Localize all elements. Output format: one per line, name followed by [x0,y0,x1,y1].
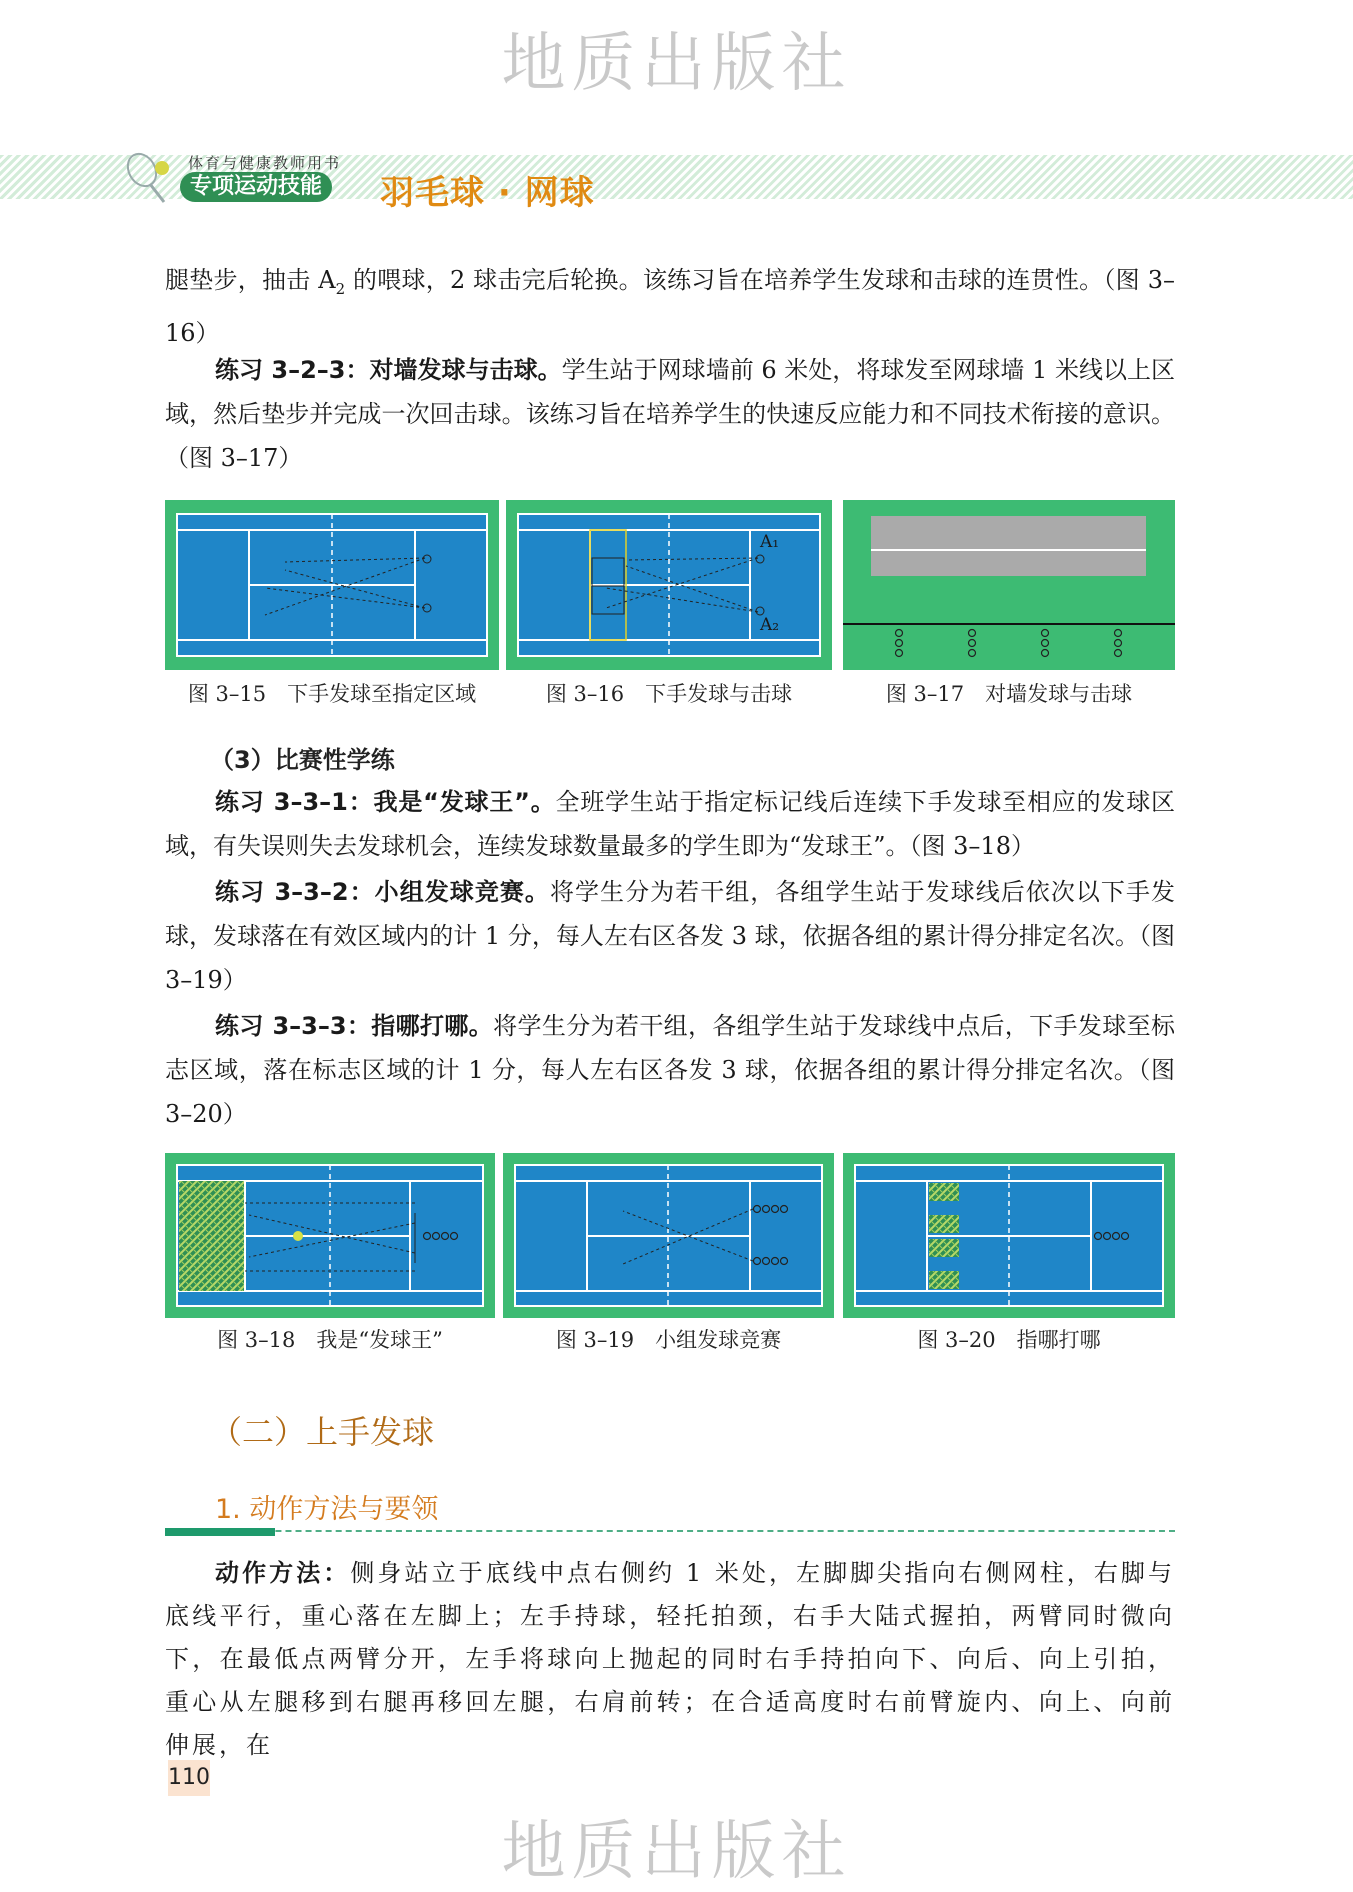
subsection-3-heading: （3）比赛性学练 [210,746,395,774]
figure-3-17 [843,500,1175,670]
book-series: 体育与健康教师用书 [188,154,342,172]
book-title: 羽毛球 · 网球 [380,173,595,213]
caption-3-15: 图 3–15 下手发球至指定区域 [187,682,477,706]
watermark-top: 地质出版社 [501,27,852,101]
figure-3-20 [843,1153,1175,1318]
paragraph-4: 练习 3–3–2：小组发球竞赛。将学生分为若干组，各组学生站于发球线后依次以下手发球，发球落在有效区域内的计 1 分，每人左右区各发 3 球，依据各组的累计得分排定名次。（图 3–19） [165,878,1175,994]
label-a1: A₁ [760,532,780,552]
figure-3-18 [165,1153,495,1318]
caption-3-17: 图 3–17 对墙发球与击球 [885,682,1133,706]
paragraph-3: 练习 3–3–1：我是“发球王”。全班学生站于指定标记线后连续下手发球至相应的发球区域，有失误则失去发球机会，连续发球数量最多的学生即为“发球王”。（图 3–18） [165,788,1176,860]
label-a2: A₂ [760,615,780,635]
figure-3-16 [506,500,832,670]
caption-3-20: 图 3–20 指哪打哪 [917,1328,1101,1352]
paragraph-5: 练习 3–3–3：指哪打哪。将学生分为若干组，各组学生站于发球线中点后，下手发球至标志区域，落在标志区域的计 1 分，每人左右区各发 3 球，依据各组的累计得分排定名次。（图 3–20） [165,1012,1176,1128]
figure-3-15 [165,500,499,670]
header-pill: 专项运动技能 [180,172,332,202]
paragraph-2: 练习 3–2–3：对墙发球与击球。学生站于网球墙前 6 米处，将球发至网球墙 1 米线以上区域，然后垫步并完成一次回击球。该练习旨在培养学生的快速反应能力和不同技术衔接的意识。（图 3–17） [165,356,1176,472]
figure-3-19 [503,1153,834,1318]
caption-3-16: 图 3–16 下手发球与击球 [545,682,793,706]
paragraph-6: 动作方法：侧身站立于底线中点右侧约 1 米处，左脚脚尖指向右侧网柱，右脚与底线平行，重心落在左脚上；左手持球，轻托拍颈，右手大陆式握拍，两臂同时微向下，在最低点两臂分开，左手将球向上抛起的同时右手持拍向下、向后、向上引拍，重心从左腿移到右腿再移回左腿，右肩前转；在合适高度时右前臂旋内、向上、向前伸展，在 [165,1559,1176,1759]
caption-3-19: 图 3–19 小组发球竞赛 [555,1328,782,1352]
paragraph-1: 腿垫步，抽击 $A_2$ 的喂球，2 球击完后轮换。该练习旨在培养学生发球和击球的连贯性。（图 3–16） [165,266,1175,347]
heading-accent-bar [165,1528,275,1536]
section-heading: （二）上手发球 [210,1413,435,1451]
heading-divider [165,1530,1175,1532]
caption-3-18: 图 3–18 我是“发球王” [217,1328,443,1352]
page-number: 110 [168,1760,210,1796]
watermark-bottom: 地质出版社 [501,1815,852,1889]
racket-logo-icon [120,148,180,208]
subsection-heading: 1. 动作方法与要领 [215,1494,439,1525]
